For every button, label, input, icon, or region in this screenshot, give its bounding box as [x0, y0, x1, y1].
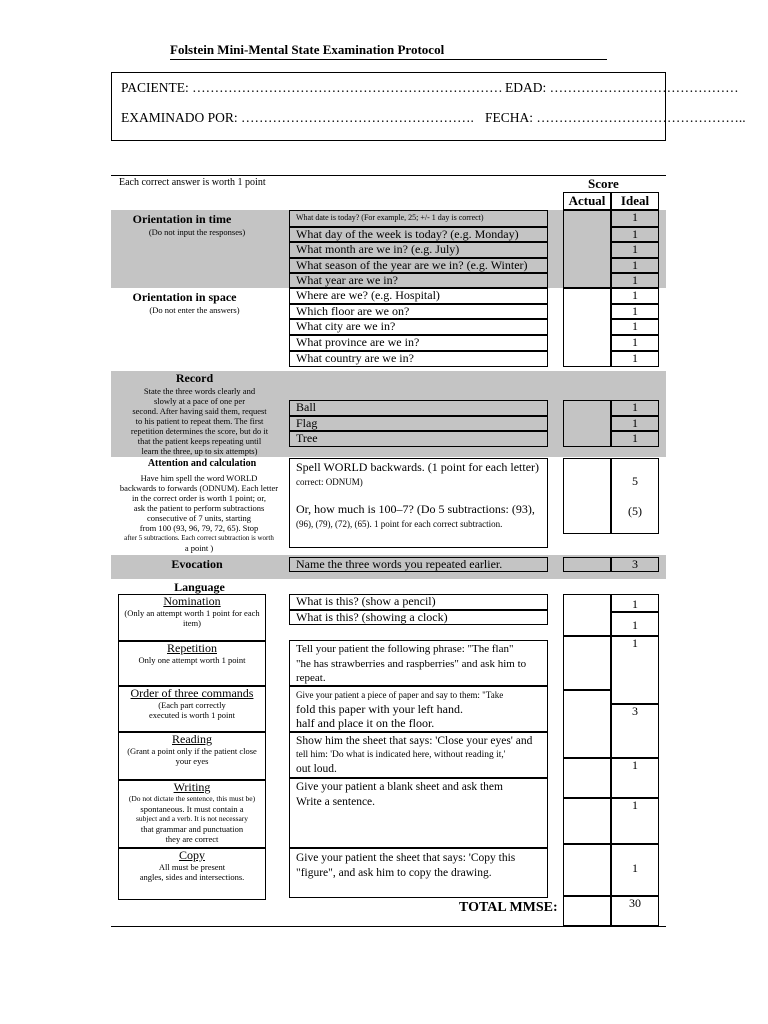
ideal-score: 1: [611, 288, 659, 304]
question-row: What province are we in?: [289, 335, 548, 351]
ideal-score: 1: [611, 636, 659, 704]
repetition-question: Tell your patient the following phrase: "The flan" "he has strawberries and raspberries" and ask him to repeat.: [289, 640, 548, 686]
ideal-score: 1: [611, 273, 659, 288]
actual-score-cell[interactable]: [563, 798, 611, 844]
ideal-score: 1: [611, 258, 659, 273]
age-label: EDAD: ……………………………………: [505, 80, 739, 95]
page-title: Folstein Mini-Mental State Examination Protocol: [170, 42, 607, 60]
ideal-header: Ideal: [611, 192, 659, 210]
question-row: What month are we in? (e.g. July): [289, 242, 548, 258]
ideal-score: 5 (5): [611, 458, 659, 534]
question-row: What country are we in?: [289, 351, 548, 367]
repetition-label-box: Repetition Only one attempt worth 1 point: [118, 641, 266, 686]
nomination-question: What is this? (showing a clock): [289, 610, 548, 625]
total-label: TOTAL MMSE:: [459, 900, 558, 915]
date-label: FECHA: ………………………………………..: [485, 110, 746, 125]
actual-score-cell[interactable]: [563, 758, 611, 798]
orientation-space-subtitle: (Do not enter the answers): [149, 305, 240, 315]
language-title: Language: [174, 580, 225, 594]
record-instructions: State the three words clearly and slowly at a pace of one per second. After having said them, request to his patient to repeat them. The first repetition determines the score, but do it that the patient keeps repeating until learn the three, up to six attempts): [130, 386, 269, 456]
actual-score-cell[interactable]: [563, 400, 611, 447]
actual-header: Actual: [563, 192, 611, 210]
reading-question: Show him the sheet that says: 'Close your eyes' and tell him: 'Do what is indicated here, without reading it,' out loud.: [289, 732, 548, 778]
actual-score-cell[interactable]: [563, 690, 611, 758]
ideal-score: 3: [611, 557, 659, 572]
question-row: What date is today? (For example, 25; +/- 1 day is correct): [289, 210, 548, 227]
question-row: What day of the week is today? (e.g. Monday): [289, 227, 548, 242]
ideal-score: 1: [611, 400, 659, 416]
ideal-score: 1: [611, 431, 659, 447]
record-word: Flag: [289, 416, 548, 431]
ideal-score: 1: [611, 227, 659, 242]
orientation-time-subtitle: (Do not input the responses): [148, 227, 246, 237]
actual-score-cell[interactable]: [563, 844, 611, 896]
ideal-score: 1: [611, 612, 659, 636]
table-bottom-rule: [111, 926, 666, 927]
actual-score-cell[interactable]: [563, 210, 611, 288]
record-word: Ball: [289, 400, 548, 416]
ideal-score: 1: [611, 798, 659, 844]
evocation-title: Evocation: [171, 557, 223, 571]
ideal-score: 1: [611, 335, 659, 351]
ideal-score: 1: [611, 594, 659, 612]
record-title: Record: [175, 371, 214, 385]
attention-question-box: Spell WORLD backwards. (1 point for each letter) correct: ODNUM) Or, how much is 100–7? (Do 5 subtractions: (93), (96), (79), (72), (65). 1 point for each correct subtraction.: [289, 458, 548, 548]
actual-score-cell[interactable]: [563, 288, 611, 367]
writing-question: Give your patient a blank sheet and ask them Write a sentence.: [289, 778, 548, 848]
table-top-rule: [111, 175, 666, 176]
nomination-label-box: Nomination (Only an attempt worth 1 point for each item): [118, 594, 266, 641]
actual-score-cell[interactable]: [563, 636, 611, 690]
reading-label-box: Reading (Grant a point only if the patient close your eyes: [118, 732, 266, 780]
orientation-space-title: Orientation in space: [132, 290, 237, 304]
commands-label-box: Order of three commands (Each part correctly executed is worth 1 point: [118, 686, 266, 732]
copy-label-box: Copy All must be present angles, sides and intersections.: [118, 848, 266, 900]
question-row: Where are we? (e.g. Hospital): [289, 288, 548, 304]
question-row: What season of the year are we in? (e.g. Winter): [289, 258, 548, 273]
commands-question: Give your patient a piece of paper and say to them: "Take fold this paper with your left hand. half and place it on the floor.: [289, 686, 548, 732]
ideal-score: 1: [611, 319, 659, 335]
record-word: Tree: [289, 431, 548, 447]
ideal-score: 1: [611, 758, 659, 798]
ideal-score: 1: [611, 242, 659, 258]
question-row: What city are we in?: [289, 319, 548, 335]
ideal-score: 1: [611, 304, 659, 319]
patient-label: PACIENTE: ……………………………………………………………: [121, 80, 503, 95]
actual-score-cell[interactable]: [563, 557, 611, 572]
actual-score-cell[interactable]: [563, 594, 611, 636]
table-note: Each correct answer is worth 1 point: [119, 177, 266, 188]
attention-title: Attention and calculation: [147, 458, 257, 469]
ideal-score: 1: [611, 416, 659, 431]
evocation-question: Name the three words you repeated earlier.: [289, 557, 548, 572]
nomination-question: What is this? (show a pencil): [289, 594, 548, 610]
actual-score-cell[interactable]: [563, 458, 611, 534]
ideal-score: 3: [611, 704, 659, 758]
attention-instructions: Have him spell the word WORLD backwards to forwards (ODNUM). Each letter in the correct order is worth 1 point; or, ask the patient to perform subtractions consecutive of 7 units, starting from 100 (93, 96, 79, 72, 65). Stop after 5 subtractions. Each correct subtraction is worth a point ): [119, 473, 279, 553]
total-ideal: 30: [611, 896, 659, 926]
ideal-score: 1: [611, 210, 659, 227]
total-actual-cell[interactable]: [563, 896, 611, 926]
ideal-score: 1: [611, 351, 659, 367]
writing-label-box: Writing (Do not dictate the sentence, this must be) spontaneous. It must contain a subject and a verb. It is not necessary that grammar and punctuation they are correct: [118, 780, 266, 848]
orientation-time-title: Orientation in time: [132, 212, 232, 226]
question-row: Which floor are we on?: [289, 304, 548, 319]
copy-question: Give your patient the sheet that says: 'Copy this "figure", and ask him to copy the drawing.: [289, 848, 548, 898]
score-header: Score: [588, 176, 619, 191]
patient-info-box: [111, 72, 746, 141]
question-row: What year are we in?: [289, 273, 548, 288]
examiner-label: EXAMINADO POR: …………………………………………….: [121, 110, 474, 125]
ideal-score: 1: [611, 844, 659, 896]
